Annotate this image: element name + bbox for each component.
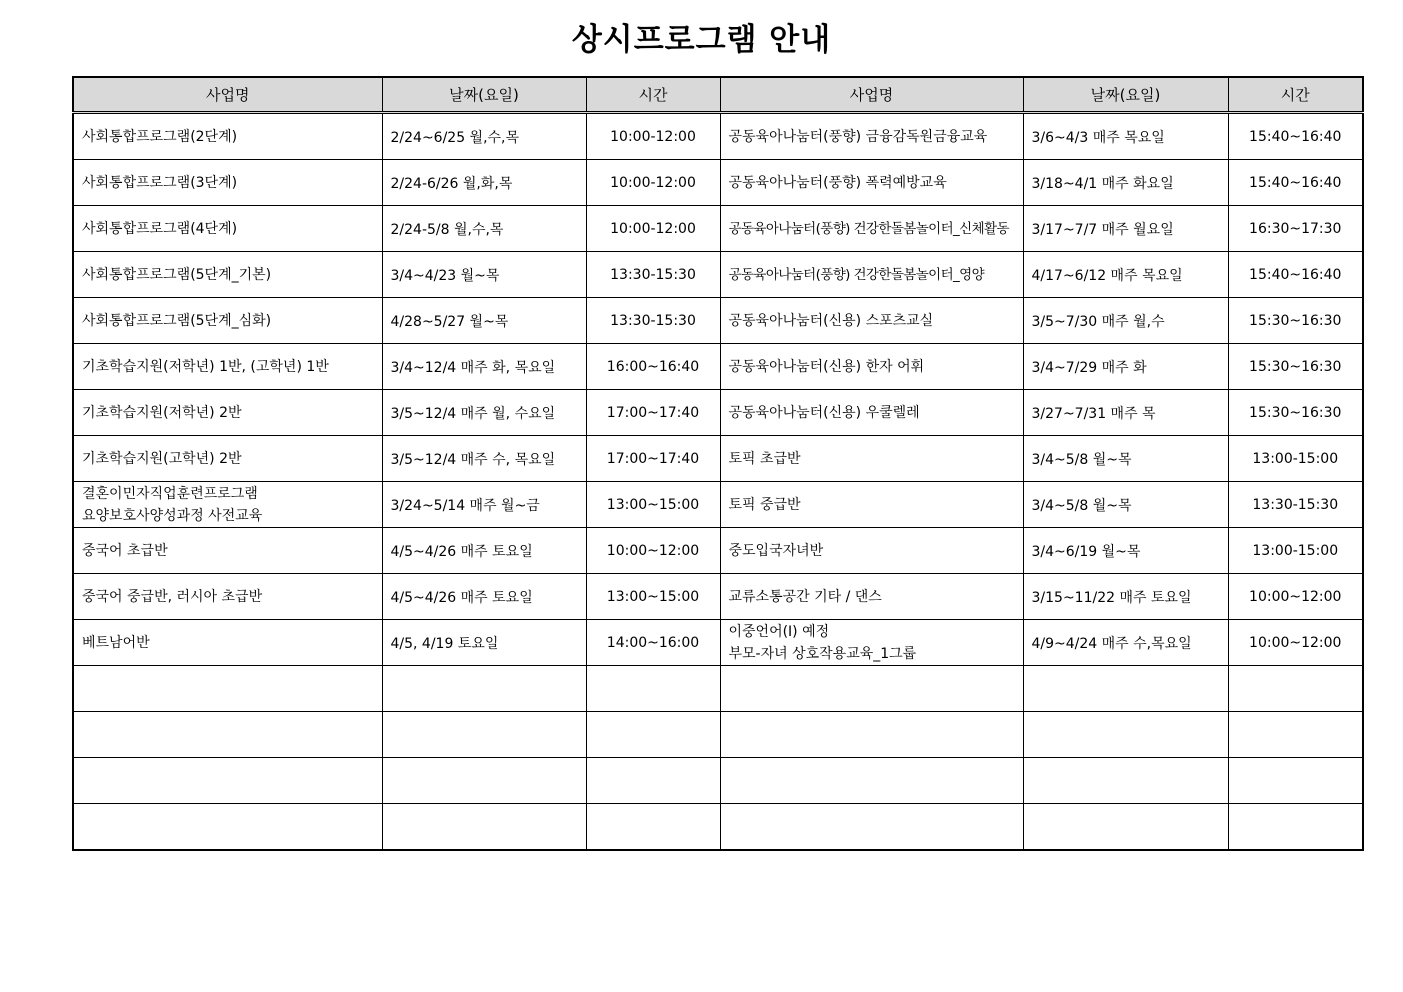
program-name-text: 기초학습지원(저학년) 2반 bbox=[82, 404, 242, 421]
time-cell: 15:40~16:40 bbox=[1228, 252, 1363, 298]
date-cell: 3/4~4/23 월~목 bbox=[382, 252, 586, 298]
program-name-cell bbox=[73, 344, 382, 390]
time-cell bbox=[586, 666, 720, 712]
program-name-cell bbox=[720, 390, 1023, 436]
program-name-cell bbox=[720, 804, 1023, 851]
program-name-cell bbox=[73, 758, 382, 804]
date-cell: 4/5~4/26 매주 토요일 bbox=[382, 528, 586, 574]
program-name-cell bbox=[73, 712, 382, 758]
date-cell: 4/17~6/12 매주 목요일 bbox=[1023, 252, 1228, 298]
time-cell bbox=[1228, 666, 1363, 712]
date-cell: 3/5~7/30 매주 월,수 bbox=[1023, 298, 1228, 344]
program-name-cell bbox=[73, 113, 382, 160]
program-name-cell bbox=[73, 620, 382, 666]
table-row bbox=[73, 804, 1363, 851]
program-name-cell bbox=[73, 298, 382, 344]
date-cell bbox=[382, 804, 586, 851]
program-name-cell bbox=[73, 666, 382, 712]
time-cell: 15:40~16:40 bbox=[1228, 113, 1363, 160]
time-cell: 13:30-15:30 bbox=[586, 298, 720, 344]
date-cell bbox=[1023, 666, 1228, 712]
program-name-text: 토픽 초급반 bbox=[728, 450, 801, 467]
table-body bbox=[73, 113, 1363, 851]
date-cell bbox=[382, 712, 586, 758]
time-cell: 10:00-12:00 bbox=[586, 206, 720, 252]
time-cell: 13:00-15:00 bbox=[1228, 528, 1363, 574]
date-cell: 3/6~4/3 매주 목요일 bbox=[1023, 113, 1228, 160]
program-name-text: 사회통합프로그램(4단계) bbox=[82, 220, 238, 237]
table-row bbox=[73, 528, 1363, 574]
program-name-cell bbox=[73, 804, 382, 851]
program-name-cell bbox=[73, 482, 382, 528]
time-cell bbox=[1228, 804, 1363, 851]
header-program-name-right: 사업명 bbox=[720, 77, 1023, 113]
program-name-text: 기초학습지원(고학년) 2반 bbox=[82, 450, 242, 467]
program-name-text: 공동육아나눔터(풍향) 금융감독원금융교육 bbox=[728, 128, 988, 145]
time-cell: 13:30-15:30 bbox=[1228, 482, 1363, 528]
program-name-text: 사회통합프로그램(2단계) bbox=[82, 128, 238, 145]
date-cell: 4/9~4/24 매주 수,목요일 bbox=[1023, 620, 1228, 666]
program-name-text: 중도입국자녀반 bbox=[728, 542, 824, 559]
table-row bbox=[73, 482, 1363, 528]
program-name-text: 기초학습지원(저학년) 1반, (고학년) 1반 bbox=[82, 358, 329, 375]
time-cell bbox=[586, 712, 720, 758]
program-schedule-table bbox=[72, 76, 1364, 851]
time-cell: 15:30~16:30 bbox=[1228, 390, 1363, 436]
program-name-cell bbox=[73, 206, 382, 252]
date-cell bbox=[1023, 804, 1228, 851]
header-time-left: 시간 bbox=[586, 77, 720, 113]
date-cell: 4/5, 4/19 토요일 bbox=[382, 620, 586, 666]
program-name-text: 이중언어(I) 예정 bbox=[728, 623, 830, 640]
time-cell: 10:00-12:00 bbox=[586, 160, 720, 206]
time-cell: 15:40~16:40 bbox=[1228, 160, 1363, 206]
program-name-cell bbox=[720, 620, 1023, 666]
program-name-cell bbox=[720, 206, 1023, 252]
program-name-cell bbox=[720, 758, 1023, 804]
page-title: 상시프로그램 안내 bbox=[571, 22, 832, 58]
program-name-text: 중국어 초급반 bbox=[82, 542, 168, 559]
date-cell: 3/17~7/7 매주 월요일 bbox=[1023, 206, 1228, 252]
date-cell: 3/24~5/14 매주 월~금 bbox=[382, 482, 586, 528]
date-cell: 4/28~5/27 월~목 bbox=[382, 298, 586, 344]
time-cell: 15:30~16:30 bbox=[1228, 344, 1363, 390]
header-time-right: 시간 bbox=[1228, 77, 1363, 113]
date-cell bbox=[1023, 758, 1228, 804]
program-name-cell bbox=[720, 436, 1023, 482]
program-name-text: 교류소통공간 기타 / 댄스 bbox=[728, 588, 882, 605]
time-cell: 13:00-15:00 bbox=[1228, 436, 1363, 482]
program-name-cell bbox=[73, 160, 382, 206]
program-name-cell bbox=[73, 528, 382, 574]
program-name-text: 요양보호사양성과정 사전교육 bbox=[82, 507, 263, 524]
program-name-cell bbox=[720, 528, 1023, 574]
time-cell: 17:00~17:40 bbox=[586, 390, 720, 436]
program-name-text: 공동육아나눔터(신용) 스포츠교실 bbox=[728, 312, 934, 329]
header-date-right: 날짜(요일) bbox=[1023, 77, 1228, 113]
table-row bbox=[73, 390, 1363, 436]
table-row bbox=[73, 436, 1363, 482]
program-name-text: 공동육아나눔터(신용) 한자 어휘 bbox=[728, 358, 925, 375]
time-cell: 16:00~16:40 bbox=[586, 344, 720, 390]
program-name-text: 공동육아나눔터(풍향) 건강한돌봄놀이터_영양 bbox=[728, 266, 985, 283]
time-cell: 13:00~15:00 bbox=[586, 574, 720, 620]
program-name-cell bbox=[720, 482, 1023, 528]
date-cell bbox=[382, 758, 586, 804]
time-cell: 15:30~16:30 bbox=[1228, 298, 1363, 344]
date-cell: 2/24~6/25 월,수,목 bbox=[382, 113, 586, 160]
time-cell: 10:00~12:00 bbox=[1228, 620, 1363, 666]
date-cell: 3/15~11/22 매주 토요일 bbox=[1023, 574, 1228, 620]
program-name-cell bbox=[720, 252, 1023, 298]
program-name-cell bbox=[73, 390, 382, 436]
program-name-text: 부모-자녀 상호작용교육_1그룹 bbox=[728, 645, 917, 662]
program-name-cell bbox=[720, 712, 1023, 758]
table-row bbox=[73, 298, 1363, 344]
time-cell: 10:00-12:00 bbox=[586, 113, 720, 160]
date-cell: 3/5~12/4 매주 월, 수요일 bbox=[382, 390, 586, 436]
date-cell: 3/4~5/8 월~목 bbox=[1023, 482, 1228, 528]
time-cell bbox=[586, 758, 720, 804]
program-name-cell bbox=[73, 436, 382, 482]
program-name-cell bbox=[73, 252, 382, 298]
time-cell: 10:00~12:00 bbox=[1228, 574, 1363, 620]
date-cell: 3/4~5/8 월~목 bbox=[1023, 436, 1228, 482]
program-name-cell bbox=[73, 574, 382, 620]
table-row bbox=[73, 666, 1363, 712]
program-name-text: 사회통합프로그램(5단계_기본) bbox=[82, 266, 272, 283]
program-name-text: 토픽 중급반 bbox=[728, 496, 801, 513]
time-cell: 13:00~15:00 bbox=[586, 482, 720, 528]
table-row bbox=[73, 113, 1363, 160]
program-name-text: 공동육아나눔터(풍향) 폭력예방교육 bbox=[728, 174, 947, 191]
time-cell bbox=[1228, 758, 1363, 804]
date-cell: 4/5~4/26 매주 토요일 bbox=[382, 574, 586, 620]
date-cell: 3/4~12/4 매주 화, 목요일 bbox=[382, 344, 586, 390]
date-cell: 3/4~7/29 매주 화 bbox=[1023, 344, 1228, 390]
table-row bbox=[73, 712, 1363, 758]
date-cell: 2/24-6/26 월,화,목 bbox=[382, 160, 586, 206]
header-program-name-left: 사업명 bbox=[73, 77, 382, 113]
program-name-cell bbox=[720, 574, 1023, 620]
date-cell: 3/4~6/19 월~목 bbox=[1023, 528, 1228, 574]
program-name-cell bbox=[720, 298, 1023, 344]
time-cell bbox=[1228, 712, 1363, 758]
table-row bbox=[73, 160, 1363, 206]
table-row bbox=[73, 206, 1363, 252]
program-name-text: 사회통합프로그램(5단계_심화) bbox=[82, 312, 272, 329]
program-name-cell bbox=[720, 113, 1023, 160]
time-cell: 17:00~17:40 bbox=[586, 436, 720, 482]
program-name-text: 결혼이민자직업훈련프로그램 bbox=[82, 485, 258, 502]
date-cell: 3/5~12/4 매주 수, 목요일 bbox=[382, 436, 586, 482]
time-cell: 10:00~12:00 bbox=[586, 528, 720, 574]
table-row bbox=[73, 344, 1363, 390]
time-cell: 14:00~16:00 bbox=[586, 620, 720, 666]
header-date-left: 날짜(요일) bbox=[382, 77, 586, 113]
date-cell: 3/18~4/1 매주 화요일 bbox=[1023, 160, 1228, 206]
table-header-row bbox=[73, 77, 1363, 113]
table-row bbox=[73, 574, 1363, 620]
table-row bbox=[73, 620, 1363, 666]
program-name-cell bbox=[720, 160, 1023, 206]
time-cell: 16:30~17:30 bbox=[1228, 206, 1363, 252]
date-cell bbox=[1023, 712, 1228, 758]
program-name-text: 중국어 중급반, 러시아 초급반 bbox=[82, 588, 263, 605]
program-name-text: 공동육아나눔터(신용) 우쿨렐레 bbox=[728, 404, 920, 421]
program-name-cell bbox=[720, 344, 1023, 390]
date-cell bbox=[382, 666, 586, 712]
time-cell: 13:30-15:30 bbox=[586, 252, 720, 298]
table-row bbox=[73, 758, 1363, 804]
program-name-text: 공동육아나눔터(풍향) 건강한돌봄놀이터_신체활동 bbox=[728, 220, 1009, 237]
program-name-text: 베트남어반 bbox=[82, 634, 150, 651]
time-cell bbox=[586, 804, 720, 851]
date-cell: 3/27~7/31 매주 목 bbox=[1023, 390, 1228, 436]
program-name-cell bbox=[720, 666, 1023, 712]
table-row bbox=[73, 252, 1363, 298]
date-cell: 2/24-5/8 월,수,목 bbox=[382, 206, 586, 252]
program-name-text: 사회통합프로그램(3단계) bbox=[82, 174, 238, 191]
